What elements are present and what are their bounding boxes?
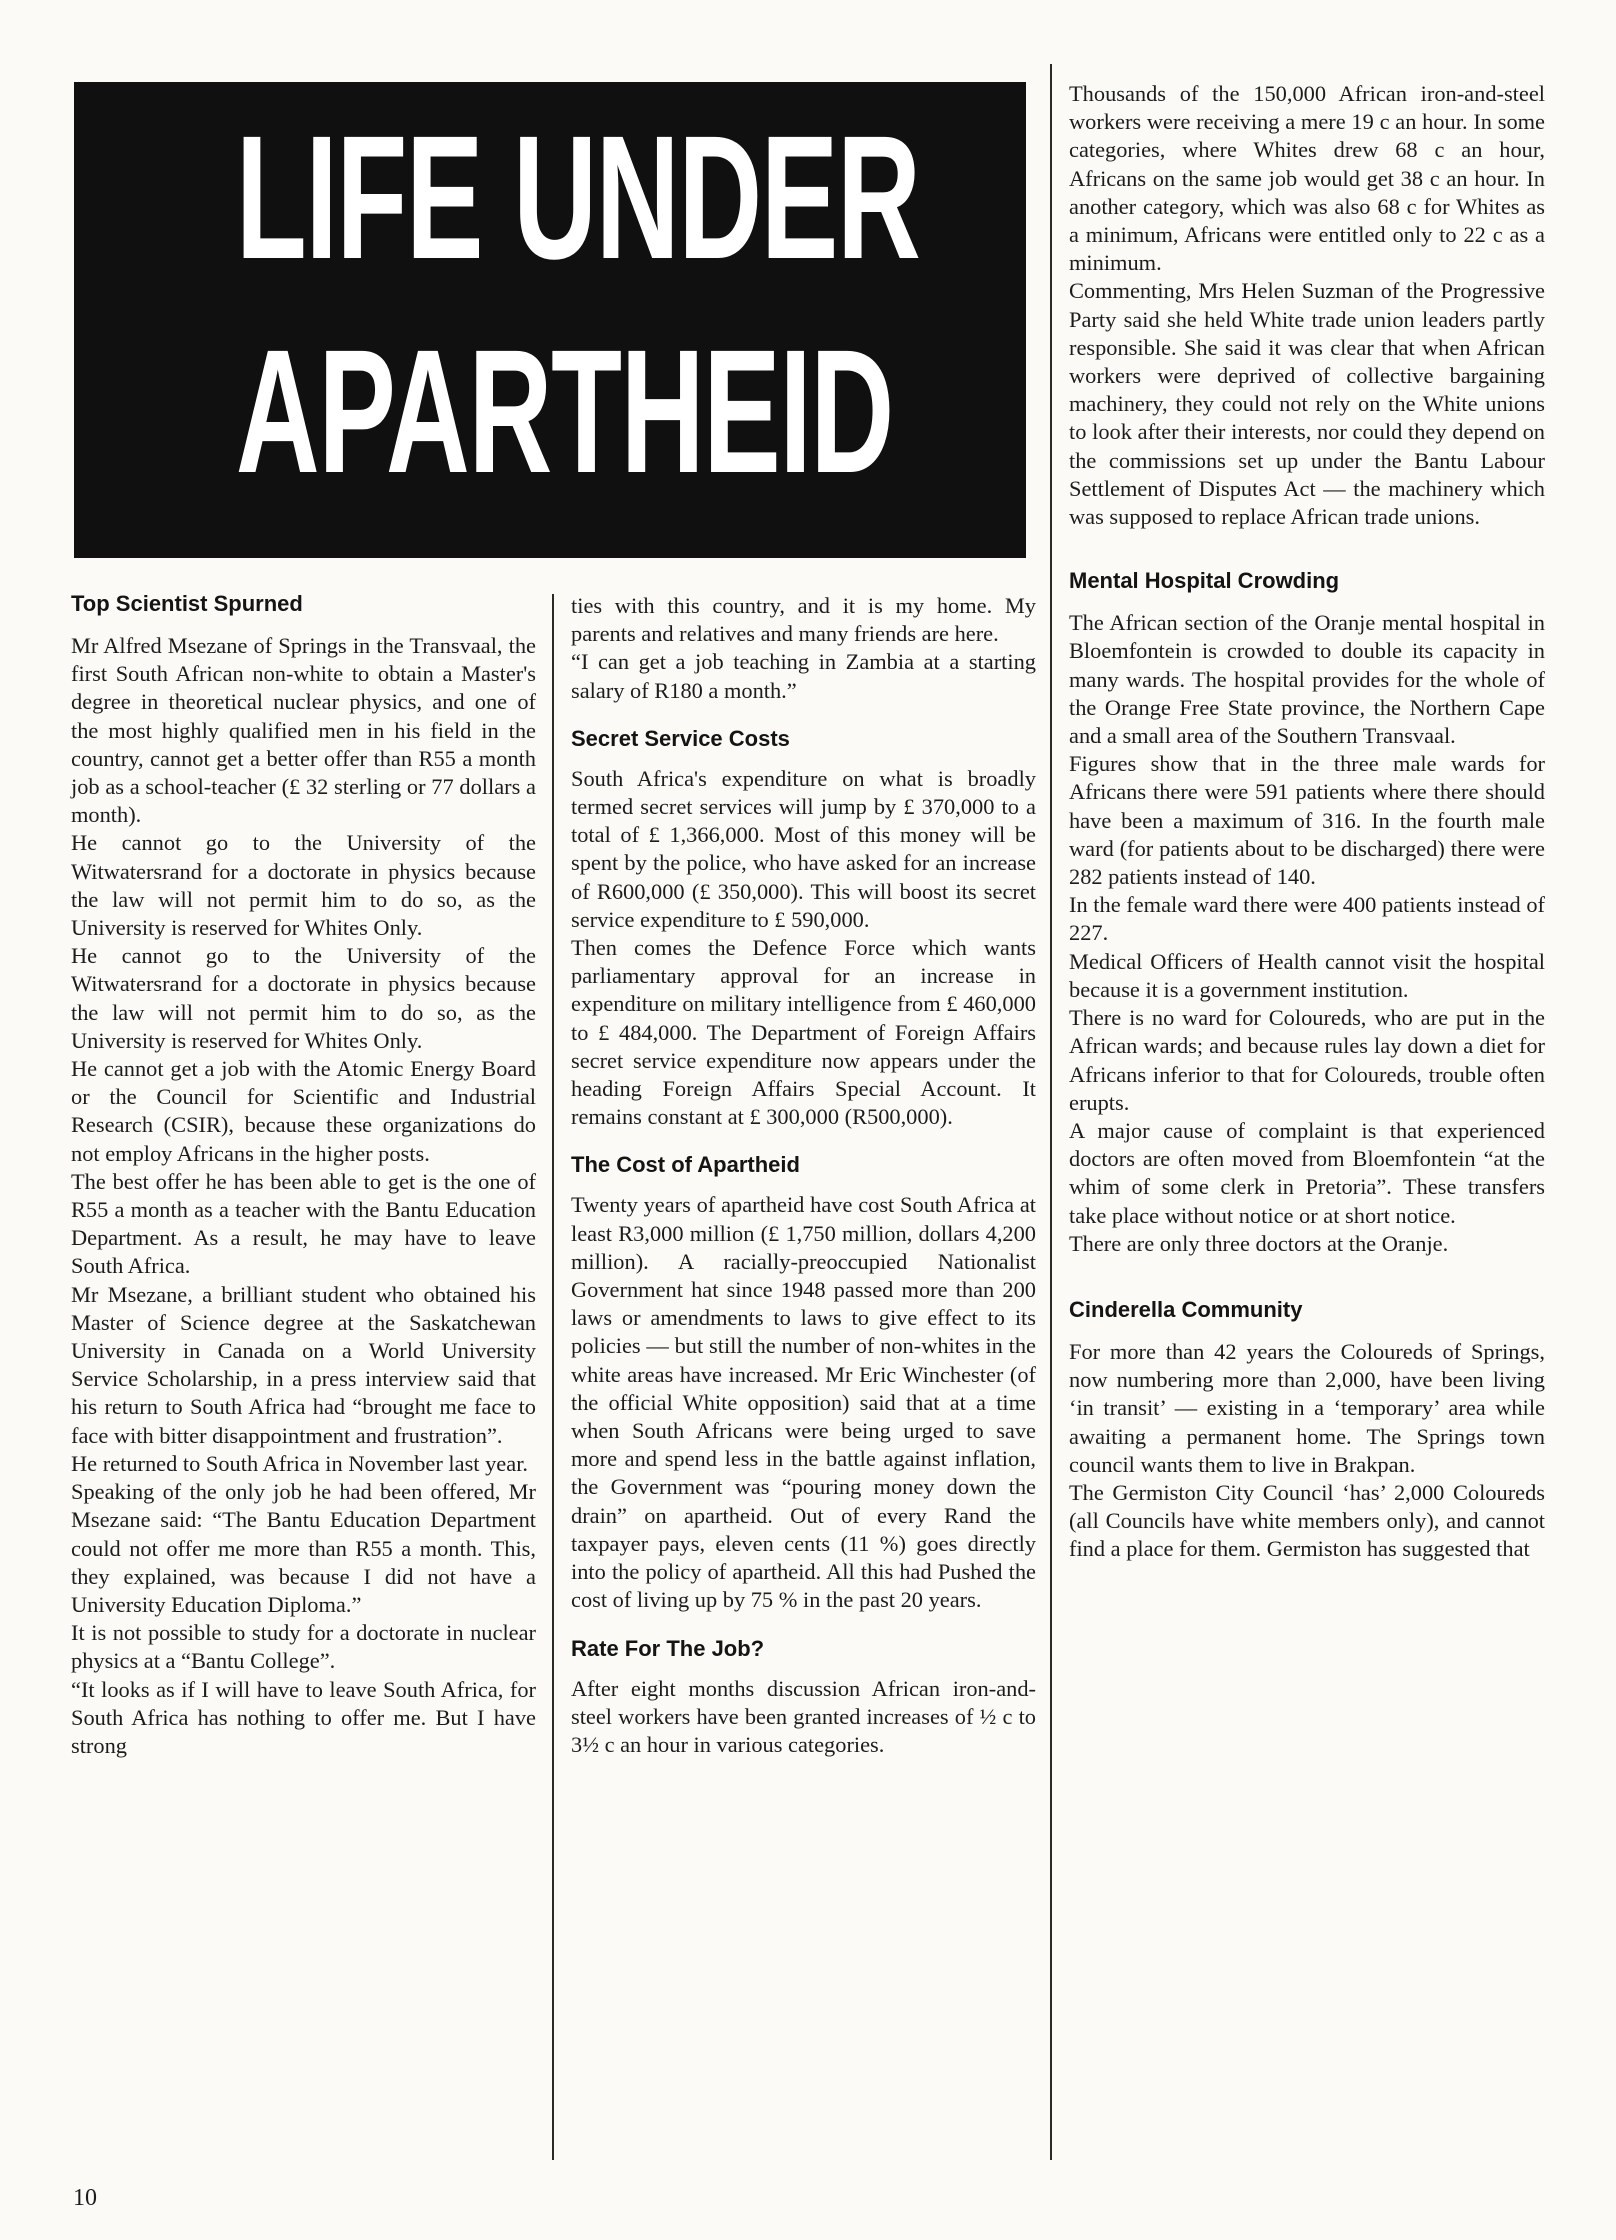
column-divider-1 [552, 594, 554, 2160]
paragraph: There are only three doctors at the Oranje. [1069, 1230, 1449, 1256]
section-heading-mental-hospital-crowding: Mental Hospital Crowding [1069, 568, 1340, 594]
article-column-3 [1069, 80, 1545, 1564]
paragraph: There is no ward for Coloureds, who are put in the African wards; and because rules lay down a diet for Africans inferior to that for Coloureds, trouble often erupts. [1069, 1005, 1545, 1115]
paragraph: The best offer he has been able to get is the one of R55 a month as a teacher with the Bantu Education Department. As a result, he may have to leave South Africa. [71, 1168, 536, 1279]
column-divider-2 [1050, 64, 1052, 2160]
article-column-2 [571, 592, 1036, 1759]
paragraph: The African section of the Oranje mental hospital in Bloemfontein is crowded to double its capacity in many wards. The hospital provides for the whole of the Orange Free State province, the Northern Cape and a small area of the Southern Transvaal. [1069, 610, 1545, 749]
paragraph: Figures show that in the three male wards for Africans there were 591 patients where there should have been a maximum of 316. In the fourth male ward (for patients about to be discharged) there were 282 patients instead of 140. [1069, 751, 1545, 890]
paragraph: After eight months discussion African iron-and-steel workers have been granted increases of ½ c to 3½ c an hour in various categories. [571, 1675, 1036, 1757]
article-column-1 [71, 590, 536, 1760]
section-heading-cinderella-community: Cinderella Community [1069, 1296, 1303, 1322]
paragraph: A major cause of complaint is that experienced doctors are often moved from Bloemfontein “at the whim of some clerk in Pretoria”. These transfers take place without notice or at short notice. [1069, 1117, 1545, 1228]
section-heading-cost-of-apartheid: The Cost of Apartheid [571, 1152, 800, 1178]
paragraph: He returned to South Africa in November last year. [71, 1450, 529, 1476]
paragraph: ties with this country, and it is my home. My parents and relatives and many friends are here. [571, 593, 1036, 647]
paragraph: Mr Msezane, a brilliant student who obtained his Master of Science degree at the Saskatchewan University in Canada on a World University Service Scholarship, in a press interview said that his return to South Africa had “brought me face to face with bitter disappointment and frustration”. [71, 1281, 536, 1448]
headline-banner [74, 82, 1026, 558]
section-heading-rate-for-the-job: Rate For The Job? [571, 1635, 765, 1661]
paragraph: South Africa's expenditure on what is broadly termed secret services will jump by £ 370,000 to a total of £ 1,366,000. Most of this money will be spent by the police, who have asked for an increase of R600,000 (£ 350,000). This will boost its secret service expenditure to £ 590,000. [571, 765, 1036, 932]
section-heading-top-scientist-spurned: Top Scientist Spurned [71, 591, 303, 616]
paragraph: In the female ward there were 400 patients instead of 227. [1069, 892, 1545, 946]
paragraph: He cannot go to the University of the Witwatersrand for a doctorate in physics because the law will not permit him to do so, as the University is reserved for Whites Only. [71, 943, 536, 1053]
headline-line-1: LIFE UNDER [235, 100, 920, 296]
paragraph: Twenty years of apartheid have cost South Africa at least R3,000 million (£ 1,750 million, dollars 4,200 million). A racially-preoccupied Nationalist Government hat since 1948 passed more than 200 laws or amendments to laws to give effect to its policies — but still the number of non-whites in the white areas have increased. Mr Eric Winchester (of the official White opposition) said that at a time when South Africans were being urged to save more and spend less in the battle against inflation, the Government was “pouring money down the drain” on apartheid. Out of every Rand the taxpayer pays, eleven cents (11 %) goes directly into the policy of apartheid. All this had Pushed the cost of living up by 75 % in the past 20 years. [571, 1192, 1036, 1613]
paragraph: He cannot get a job with the Atomic Energy Board or the Council for Scientific and Industrial Research (CSIR), because these organizations do not employ Africans in the higher posts. [71, 1056, 536, 1166]
paragraph: For more than 42 years the Coloureds of Springs, now numbering more than 2,000, have been living ‘in transit’ — existing in a ‘temporary’ area while awaiting a permanent home. The Springs town council wants them to live in Brakpan. [1069, 1338, 1545, 1477]
paragraph: He cannot go to the University of the Witwatersrand for a doctorate in physics because the law will not permit him to do so, as the University is reserved for Whites Only. [71, 830, 536, 941]
paragraph: Speaking of the only job he had been offered, Mr Msezane said: “The Bantu Education Department could not offer me more than R55 a month. This, they explained, was because I did not have a University Education Diploma.” [71, 1479, 536, 1617]
paragraph: “I can get a job teaching in Zambia at a starting salary of R180 a month.” [571, 649, 1036, 703]
paragraph: Then comes the Defence Force which wants parliamentary approval for an increase in expenditure on military intelligence from £ 460,000 to £ 484,000. The Department of Foreign Affairs secret service expenditure now appears under the heading Foreign Affairs Special Account. It remains constant at £ 300,000 (R500,000). [571, 935, 1036, 1130]
paragraph: Thousands of the 150,000 African iron-and-steel workers were receiving a mere 19 c an hour. In some categories, where Whites drew 68 c an hour, Africans on the same job would get 38 c an hour. In another category, which was also 68 c for Whites as a minimum, Africans were entitled only to 22 c as a minimum. [1069, 81, 1545, 276]
paragraph: “It looks as if I will have to leave South Africa, for South Africa has nothing to offer me. But I have strong [71, 1676, 536, 1758]
paragraph: Medical Officers of Health cannot visit the hospital because it is a government institution. [1069, 948, 1545, 1002]
paragraph: Commenting, Mrs Helen Suzman of the Progressive Party said she held White trade union leaders partly responsible. She said it was clear that when African workers were deprived of collective bargaining machinery, they could not rely on the White unions to look after their interests, nor could they depend on the commissions set up under the Bantu Labour Settlement of Disputes Act — the machinery which was supposed to replace African trade unions. [1069, 278, 1545, 530]
paragraph: It is not possible to study for a doctorate in nuclear physics at a “Bantu College”. [71, 1620, 536, 1674]
paragraph: Mr Alfred Msezane of Springs in the Transvaal, the first South African non-white to obtain a Master's degree in theoretical nuclear physics, and one of the most highly qualified men in his field in the country, cannot get a better offer than R55 a month job as a school-teacher (£ 32 sterling or 77 dollars a month). [71, 633, 536, 828]
page-number: 10 [73, 2185, 97, 2211]
section-heading-secret-service-costs: Secret Service Costs [571, 725, 790, 751]
paragraph: The Germiston City Council ‘has’ 2,000 Coloureds (all Councils have white members only), and cannot find a place for them. Germiston has suggested that [1069, 1479, 1545, 1562]
headline-line-2: APARTHEID [235, 314, 893, 510]
